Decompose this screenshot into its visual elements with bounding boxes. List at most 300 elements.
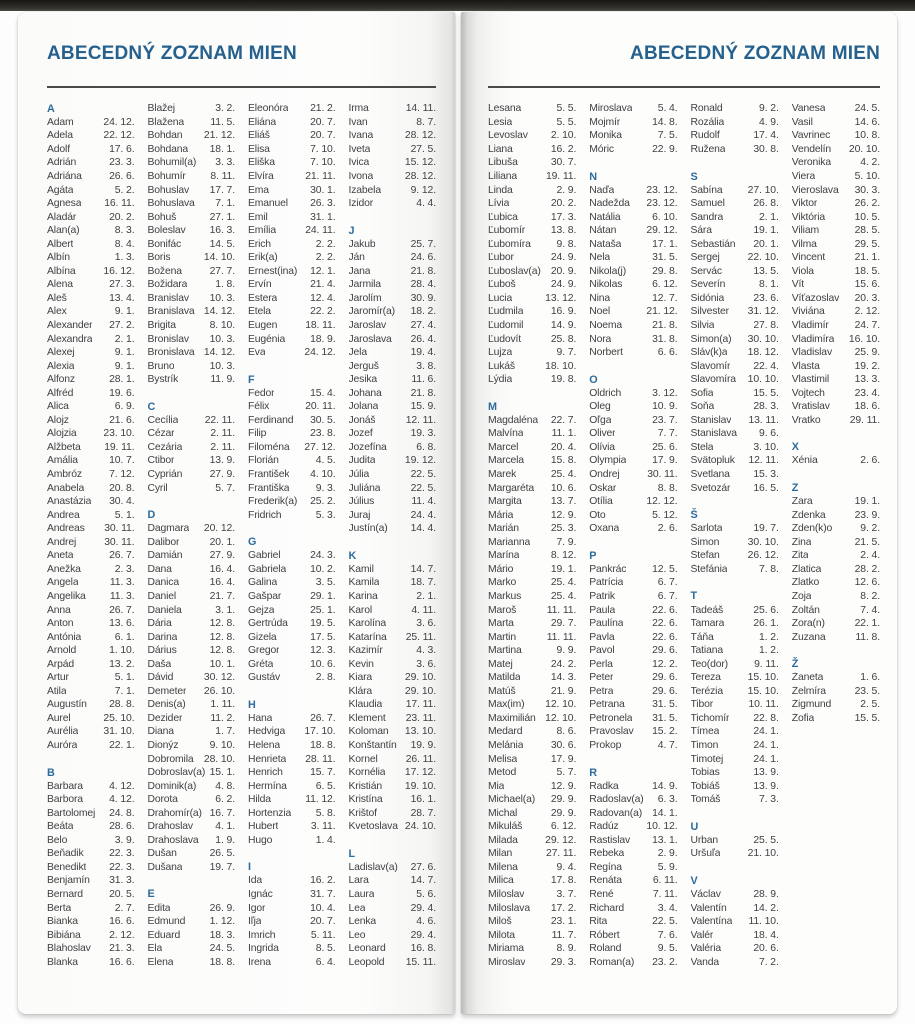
person-name: Gabriela [248, 563, 287, 575]
name-day-date: 7. 6. [657, 929, 678, 941]
name-day-date: 18. 1. [209, 143, 235, 155]
name-entry [248, 590, 336, 604]
person-name: Leonard [348, 943, 386, 955]
name-entry [349, 630, 437, 644]
section-letter: M [488, 400, 497, 413]
name-day-date: 29. 7. [550, 618, 577, 630]
person-name: Leopold [348, 956, 385, 968]
name-entry [47, 265, 135, 279]
person-name: Albert [47, 238, 74, 250]
section-letter: F [248, 373, 255, 386]
name-day-date: 18. 9. [310, 333, 336, 345]
name-day-date: 15. 9. [410, 401, 436, 413]
person-name: Darina [147, 631, 178, 643]
name-day-date: 1. 7. [215, 726, 235, 738]
name-entry [148, 861, 236, 875]
name-day-date: 2. 7. [114, 902, 135, 914]
person-name: Igor [248, 902, 266, 914]
name-day-date: 15. 10. [747, 672, 779, 684]
person-name: Elvíra [248, 171, 274, 182]
name-column [148, 102, 236, 969]
name-day-date: 20. 7. [310, 916, 336, 928]
name-day-date: 5. 10. [854, 171, 880, 182]
name-entry [248, 630, 336, 644]
person-name: Lesia [488, 116, 513, 128]
person-name: Milica [488, 875, 514, 887]
name-day-date: 26. 10. [203, 685, 235, 697]
name-entry [792, 332, 880, 346]
name-entry [248, 752, 336, 766]
person-name: Bohdana [147, 143, 189, 155]
person-name: Hermína [248, 780, 287, 792]
section-letter: Z [791, 482, 799, 495]
name-entry [589, 942, 677, 956]
name-entry [792, 183, 880, 197]
person-name: Iľja [248, 916, 262, 928]
name-day-date: 7. 1. [114, 685, 135, 697]
name-entry [47, 183, 135, 197]
name-day-date: 29. 9. [550, 794, 577, 806]
person-name: Silvia [690, 320, 715, 332]
name-entry [47, 522, 135, 536]
name-day-date: 12. 9. [550, 780, 577, 792]
name-entry [792, 373, 880, 387]
name-day-date: 2. 1. [114, 333, 135, 345]
name-day-date: 19. 11. [545, 171, 577, 182]
blank-row [589, 752, 677, 766]
section-letter: K [348, 549, 357, 562]
name-entry [589, 779, 677, 793]
name-day-date: 19. 1. [550, 563, 577, 575]
name-day-date: 25. 7. [410, 238, 436, 250]
name-day-date: 16. 11. [104, 198, 135, 210]
name-entry [589, 278, 677, 292]
name-day-date: 27. 1. [209, 211, 235, 223]
name-day-date: 17. 9. [550, 753, 577, 765]
section-letter: O [589, 373, 598, 386]
name-day-date: 6. 12. [652, 279, 678, 291]
person-name: Jaromír(a) [348, 306, 395, 318]
name-day-date: 27. 7. [209, 265, 235, 277]
name-entry [589, 725, 677, 739]
person-name: Silvester [690, 306, 729, 318]
person-name: Hugo [248, 834, 273, 846]
person-name: Vlasta [791, 360, 820, 372]
name-day-date: 10. 3. [209, 292, 235, 304]
name-entry [349, 143, 437, 157]
blank-row [47, 752, 135, 766]
name-entry [488, 630, 576, 644]
name-day-date: 29. 3. [550, 956, 577, 968]
name-entry [47, 224, 135, 238]
name-entry [349, 766, 437, 780]
person-name: Artur [47, 672, 69, 684]
person-name: Kamila [348, 577, 380, 589]
name-day-date: 24. 8. [109, 807, 135, 819]
name-day-date: 20. 2. [109, 211, 135, 223]
section-letter: H [248, 698, 256, 711]
name-day-date: 14. 9. [652, 780, 678, 792]
name-entry [691, 793, 779, 807]
name-day-date: 21. 8. [652, 320, 678, 332]
person-name: Karina [348, 590, 378, 602]
name-entry [349, 657, 437, 671]
name-day-date: 27. 8. [753, 320, 779, 332]
person-name: Anabela [47, 482, 85, 494]
name-day-date: 5. 1. [114, 672, 135, 684]
name-day-date: 24. 10. [404, 821, 436, 833]
person-name: Miroslava [589, 103, 633, 115]
name-day-date: 19. 2. [854, 360, 880, 372]
name-day-date: 16. 6. [109, 956, 135, 968]
section-letter: J [348, 224, 355, 237]
person-name: Ľubomíra [488, 238, 531, 250]
person-name: Irma [348, 103, 369, 115]
name-day-date: 8. 2. [860, 590, 880, 602]
person-name: Justín(a) [348, 523, 388, 535]
person-name: Alica [47, 401, 69, 413]
person-name: Margita [488, 496, 522, 508]
person-name: Ivona [348, 171, 374, 182]
person-name: Ignác [248, 888, 273, 900]
name-entry [248, 427, 336, 441]
person-name: Vanesa [791, 103, 826, 115]
person-name: Alexandra [47, 333, 93, 345]
person-name: Róbert [589, 929, 620, 941]
name-entry [488, 617, 576, 631]
person-name: Lívia [488, 198, 510, 210]
name-entry [488, 847, 576, 861]
person-name: Žofia [791, 712, 815, 724]
name-day-date: 25. 8. [550, 333, 577, 345]
person-name: Dominik(a) [147, 780, 197, 792]
person-name: Lucia [488, 292, 513, 304]
name-entry [589, 481, 677, 495]
person-name: Alojzia [47, 428, 77, 440]
name-entry [691, 630, 779, 644]
name-day-date: 4. 10. [310, 469, 336, 481]
name-entry [47, 563, 135, 577]
person-name: Regína [589, 861, 622, 873]
name-day-date: 23. 12. [646, 184, 678, 196]
person-name: Gustáv [248, 672, 281, 684]
name-day-date: 9. 2. [860, 523, 880, 535]
person-name: Pavla [589, 631, 615, 643]
person-name: Alex [47, 306, 67, 318]
name-day-date: 1. 12. [209, 916, 235, 928]
person-name: Frederik(a) [248, 496, 298, 508]
person-name: Eduard [147, 929, 181, 941]
person-name: Helena [248, 739, 281, 751]
name-day-date: 27. 5. [410, 143, 436, 155]
person-name: Mário [488, 563, 514, 575]
name-day-date: 25. 11. [405, 631, 436, 643]
name-entry [488, 834, 576, 848]
name-day-date: 15. 12. [404, 157, 436, 169]
name-day-date: 9. 10. [209, 739, 235, 751]
name-day-date: 19. 9. [410, 739, 436, 751]
name-day-date: 4. 12. [109, 794, 135, 806]
name-day-date: 6. 12. [550, 821, 577, 833]
name-entry [248, 481, 336, 495]
person-name: Veronika [791, 157, 831, 169]
person-name: Zlatko [791, 577, 820, 589]
person-name: Žaneta [791, 672, 824, 684]
person-name: Marianna [488, 536, 531, 548]
name-day-date: 14. 8. [652, 116, 678, 128]
name-entry [248, 332, 336, 346]
name-day-date: 14. 5. [209, 238, 235, 250]
name-day-date: 22. 9. [652, 143, 678, 155]
name-day-date: 13. 10. [404, 726, 436, 738]
person-name: Olívia [589, 441, 615, 453]
name-day-date: 10. 3. [209, 360, 235, 372]
name-day-date: 8. 10. [209, 320, 235, 332]
name-entry [488, 237, 576, 251]
name-entry [349, 332, 437, 346]
name-entry [589, 928, 677, 942]
person-name: Arnold [47, 645, 77, 657]
name-entry [691, 617, 779, 631]
person-name: Miloslava [488, 902, 530, 914]
name-entry [349, 427, 437, 441]
person-name: Izabela [348, 184, 381, 196]
person-name: Kristína [348, 794, 383, 806]
name-entry [488, 955, 576, 969]
name-day-date: 5. 7. [556, 767, 577, 779]
name-entry [488, 536, 576, 550]
person-name: Bystrík [147, 374, 179, 386]
name-day-date: 15. 1. [209, 767, 235, 779]
name-entry [248, 657, 336, 671]
person-name: Servác [690, 265, 722, 277]
name-entry [792, 170, 880, 184]
person-name: Angelika [47, 590, 86, 602]
person-name: Branislava [147, 306, 195, 318]
person-name: Zara [791, 496, 813, 508]
name-entry [349, 292, 437, 306]
name-day-date: 16. 4. [209, 563, 235, 575]
name-column [691, 102, 779, 969]
name-entry [148, 319, 236, 333]
name-day-date: 17. 5. [310, 631, 336, 643]
person-name: Boleslav [147, 225, 186, 237]
name-entry [589, 563, 677, 577]
name-day-date: 29. 1. [310, 590, 336, 602]
person-name: Ambróz [47, 469, 82, 481]
name-day-date: 28. 4. [410, 279, 436, 291]
person-name: Jerguš [348, 360, 379, 372]
person-name: Margaréta [488, 482, 535, 494]
name-entry [47, 685, 135, 699]
person-name: Cézar [147, 428, 175, 440]
person-name: Blahoslav [47, 943, 91, 955]
name-entry [248, 251, 336, 265]
name-day-date: 16. 1. [410, 794, 436, 806]
name-day-date: 17. 12. [404, 767, 436, 779]
name-entry [589, 671, 677, 685]
name-day-date: 23. 3. [109, 157, 135, 169]
name-day-date: 4. 2. [860, 157, 880, 169]
person-name: Fridrich [248, 509, 282, 521]
name-day-date: 28. 3. [753, 401, 779, 413]
name-entry [488, 942, 576, 956]
name-day-date: 30. 12. [203, 672, 235, 684]
person-name: Hilda [248, 794, 271, 806]
person-name: Nora [589, 333, 612, 345]
name-entry [349, 468, 437, 482]
name-day-date: 2. 4. [860, 550, 880, 562]
name-day-date: 19. 7. [209, 861, 235, 873]
person-name: Boris [147, 252, 171, 264]
name-day-date: 19. 7. [753, 523, 779, 535]
name-entry [248, 454, 336, 468]
name-entry [349, 386, 437, 400]
name-day-date: 11. 2. [210, 712, 235, 724]
name-entry [148, 237, 236, 251]
name-day-date: 31. 5. [652, 699, 678, 711]
name-entry [488, 915, 576, 929]
person-name: Vít [791, 279, 805, 291]
name-entry [148, 603, 236, 617]
person-name: Vratko [791, 414, 821, 426]
person-name: Nataša [589, 238, 622, 250]
section-letter: E [147, 888, 155, 901]
person-name: Liana [488, 143, 513, 155]
name-entry [488, 671, 576, 685]
name-day-date: 6. 6. [657, 347, 678, 359]
name-entry [691, 197, 779, 211]
name-entry [47, 861, 135, 875]
name-day-date: 20. 9. [550, 265, 577, 277]
name-entry [589, 414, 677, 428]
person-name: Lukáš [488, 360, 515, 372]
name-entry [488, 576, 576, 590]
name-day-date: 13. 9. [209, 455, 235, 467]
blank-row [248, 685, 336, 699]
name-entry [248, 874, 336, 888]
name-day-date: 14. 7. [410, 875, 436, 887]
person-name: Dávid [147, 672, 174, 684]
name-day-date: 12. 3. [310, 645, 336, 657]
name-day-date: 26. 6. [109, 171, 135, 182]
name-entry [148, 752, 236, 766]
name-day-date: 19. 10. [404, 780, 436, 792]
name-entry [589, 576, 677, 590]
name-day-date: 5. 7. [215, 482, 235, 494]
person-name: Henrieta [248, 753, 287, 765]
name-entry [248, 888, 336, 902]
person-name: Pavol [589, 645, 615, 657]
name-day-date: 19. 1. [854, 496, 880, 508]
name-day-date: 17. 8. [550, 875, 577, 887]
name-entry [488, 590, 576, 604]
name-day-date: 2. 1. [416, 590, 436, 602]
person-name: Dobromila [147, 753, 194, 765]
name-day-date: 13. 9. [753, 780, 779, 792]
name-day-date: 15. 4. [310, 387, 336, 399]
name-entry [691, 224, 779, 238]
name-entry [349, 508, 437, 522]
name-entry [691, 739, 779, 753]
person-name: Viera [791, 171, 816, 182]
name-column [349, 102, 437, 969]
name-entry [589, 834, 677, 848]
name-day-date: 26. 2. [854, 198, 880, 210]
name-entry [349, 129, 437, 143]
person-name: Štefánia [690, 563, 728, 575]
name-day-date: 11. 1. [551, 428, 577, 440]
name-entry [248, 102, 336, 116]
name-day-date: 18. 3. [209, 929, 235, 941]
name-day-date: 25. 9. [854, 347, 880, 359]
person-name: Oxana [589, 523, 620, 535]
name-day-date: 1. 2. [759, 645, 779, 657]
person-name: Alojz [47, 414, 69, 426]
name-entry [691, 698, 779, 712]
person-name: Tomáš [690, 794, 721, 806]
name-entry [148, 630, 236, 644]
name-entry [47, 278, 135, 292]
name-entry [691, 928, 779, 942]
person-name: Gizela [248, 631, 277, 643]
name-day-date: 23. 6. [753, 292, 779, 304]
book-cover-edge [0, 0, 915, 11]
person-name: Tichomír [690, 712, 730, 724]
person-name: Rebeka [589, 848, 625, 860]
name-entry [792, 698, 880, 712]
name-entry [792, 197, 880, 211]
name-entry [349, 644, 437, 658]
person-name: Agáta [47, 184, 74, 196]
name-day-date: 29. 6. [652, 645, 678, 657]
person-name: Félix [248, 401, 270, 413]
name-entry [691, 603, 779, 617]
name-entry [148, 305, 236, 319]
name-entry [47, 237, 135, 251]
name-entry [148, 955, 236, 969]
section-letter: N [589, 170, 598, 183]
person-name: Paulína [589, 618, 624, 630]
name-day-date: 16. 7. [209, 807, 235, 819]
section-letter: L [348, 847, 356, 860]
person-name: Eliána [248, 116, 276, 128]
name-day-date: 2. 3. [114, 563, 135, 575]
person-name: Soňa [690, 401, 715, 413]
page-left-inner [18, 12, 455, 1014]
name-day-date: 21. 3. [109, 943, 135, 955]
name-day-date: 28. 12. [404, 130, 436, 142]
name-entry [691, 292, 779, 306]
person-name: Augustín [47, 699, 87, 711]
name-entry [349, 698, 437, 712]
name-day-date: 6. 2. [215, 794, 235, 806]
name-day-date: 2. 8. [315, 672, 336, 684]
person-name: Zoltán [791, 604, 820, 616]
person-name: Matej [488, 658, 513, 670]
name-day-date: 7. 10. [310, 143, 336, 155]
name-day-date: 29. 4. [410, 929, 436, 941]
name-day-date: 23. 11. [405, 712, 436, 724]
person-name: Blanka [47, 956, 78, 968]
name-entry [792, 116, 880, 130]
name-day-date: 2. 1. [759, 211, 779, 223]
name-day-date: 14. 7. [410, 563, 436, 575]
name-day-date: 6. 1. [114, 631, 135, 643]
name-day-date: 7. 7. [657, 428, 678, 440]
person-name: Michal [488, 807, 518, 819]
name-day-date: 18. 2. [410, 306, 436, 318]
